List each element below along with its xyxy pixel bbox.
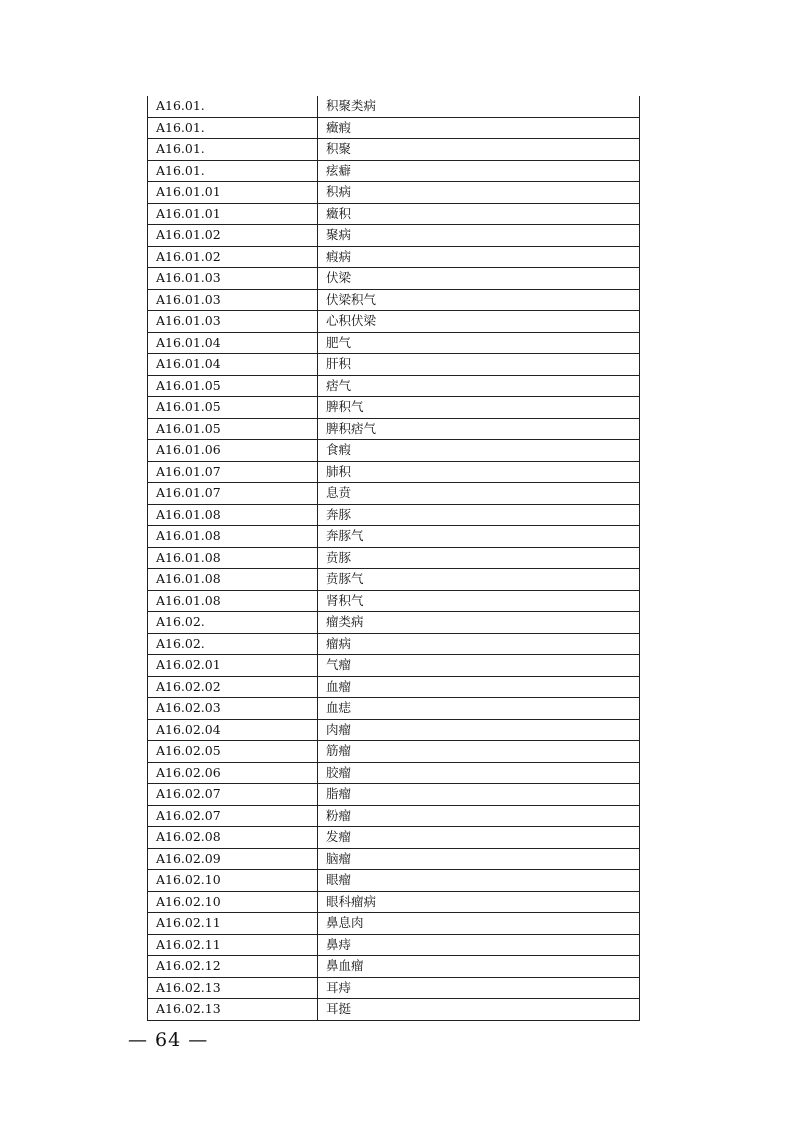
name-cell: 脾积痞气: [318, 418, 640, 440]
name-cell: 息贲: [318, 483, 640, 505]
code-cell: A16.02.07: [148, 805, 318, 827]
name-cell: 奔豚: [318, 504, 640, 526]
table-row: [148, 418, 640, 440]
code-cell: A16.01.03: [148, 268, 318, 290]
table-row: [148, 332, 640, 354]
table-row: [148, 848, 640, 870]
table-row: [148, 547, 640, 569]
code-cell: A16.02.13: [148, 999, 318, 1021]
code-cell: A16.01.08: [148, 504, 318, 526]
name-cell: 瘤病: [318, 633, 640, 655]
code-cell: A16.02.03: [148, 698, 318, 720]
name-cell: 痃癖: [318, 160, 640, 182]
name-cell: 积病: [318, 182, 640, 204]
table-row: [148, 676, 640, 698]
table-row: [148, 569, 640, 591]
table-row: [148, 117, 640, 139]
name-cell: 血痣: [318, 698, 640, 720]
name-cell: 肺积: [318, 461, 640, 483]
code-cell: A16.01.01: [148, 203, 318, 225]
name-cell: 胶瘤: [318, 762, 640, 784]
name-cell: 奔豚气: [318, 526, 640, 548]
table-row: [148, 182, 640, 204]
code-cell: A16.01.08: [148, 569, 318, 591]
page-number: — 64 —: [128, 1029, 209, 1051]
name-cell: 血瘤: [318, 676, 640, 698]
name-cell: 肉瘤: [318, 719, 640, 741]
code-cell: A16.01.: [148, 160, 318, 182]
table-row: [148, 440, 640, 462]
name-cell: 心积伏梁: [318, 311, 640, 333]
code-table: [147, 96, 640, 1021]
name-cell: 肝积: [318, 354, 640, 376]
code-cell: A16.02.07: [148, 784, 318, 806]
code-cell: A16.01.04: [148, 332, 318, 354]
name-cell: 瘕病: [318, 246, 640, 268]
name-cell: 鼻息肉: [318, 913, 640, 935]
table-row: [148, 719, 640, 741]
table-row: [148, 311, 640, 333]
code-cell: A16.02.01: [148, 655, 318, 677]
code-cell: A16.01.: [148, 117, 318, 139]
code-cell: A16.02.09: [148, 848, 318, 870]
code-cell: A16.02.02: [148, 676, 318, 698]
code-cell: A16.02.10: [148, 891, 318, 913]
name-cell: 鼻痔: [318, 934, 640, 956]
code-cell: A16.01.: [148, 139, 318, 161]
name-cell: 贲豚气: [318, 569, 640, 591]
name-cell: 积聚类病: [318, 96, 640, 117]
name-cell: 聚病: [318, 225, 640, 247]
table-row: [148, 504, 640, 526]
name-cell: 食瘕: [318, 440, 640, 462]
code-cell: A16.01.03: [148, 311, 318, 333]
code-cell: A16.01.05: [148, 418, 318, 440]
code-cell: A16.01.01: [148, 182, 318, 204]
table-row: [148, 289, 640, 311]
name-cell: 伏梁积气: [318, 289, 640, 311]
table-row: [148, 375, 640, 397]
table-row: [148, 139, 640, 161]
code-cell: A16.01.03: [148, 289, 318, 311]
code-cell: A16.01.08: [148, 590, 318, 612]
code-cell: A16.01.08: [148, 547, 318, 569]
table-row: [148, 977, 640, 999]
table-row: [148, 784, 640, 806]
code-cell: A16.01.02: [148, 246, 318, 268]
table-row: [148, 526, 640, 548]
name-cell: 癥积: [318, 203, 640, 225]
name-cell: 脾积气: [318, 397, 640, 419]
table-body: [148, 96, 640, 1020]
code-cell: A16.02.11: [148, 934, 318, 956]
code-cell: A16.01.05: [148, 375, 318, 397]
table-row: [148, 246, 640, 268]
table-row: [148, 999, 640, 1021]
table-row: [148, 805, 640, 827]
table-row: [148, 870, 640, 892]
code-cell: A16.01.: [148, 96, 318, 117]
code-cell: A16.01.07: [148, 483, 318, 505]
name-cell: 眼瘤: [318, 870, 640, 892]
name-cell: 气瘤: [318, 655, 640, 677]
name-cell: 脂瘤: [318, 784, 640, 806]
table-row: [148, 741, 640, 763]
table-row: [148, 354, 640, 376]
name-cell: 眼科瘤病: [318, 891, 640, 913]
code-cell: A16.02.13: [148, 977, 318, 999]
name-cell: 痞气: [318, 375, 640, 397]
code-cell: A16.01.06: [148, 440, 318, 462]
name-cell: 癥瘕: [318, 117, 640, 139]
code-cell: A16.02.11: [148, 913, 318, 935]
name-cell: 肥气: [318, 332, 640, 354]
code-cell: A16.02.08: [148, 827, 318, 849]
table-row: [148, 913, 640, 935]
name-cell: 伏梁: [318, 268, 640, 290]
table-row: [148, 827, 640, 849]
name-cell: 粉瘤: [318, 805, 640, 827]
table-row: [148, 160, 640, 182]
table-row: [148, 633, 640, 655]
name-cell: 鼻血瘤: [318, 956, 640, 978]
code-cell: A16.02.12: [148, 956, 318, 978]
code-cell: A16.02.: [148, 612, 318, 634]
name-cell: 肾积气: [318, 590, 640, 612]
table-row: [148, 483, 640, 505]
table-row: [148, 762, 640, 784]
name-cell: 瘤类病: [318, 612, 640, 634]
table-row: [148, 96, 640, 117]
name-cell: 积聚: [318, 139, 640, 161]
code-cell: A16.01.02: [148, 225, 318, 247]
code-cell: A16.01.04: [148, 354, 318, 376]
name-cell: 发瘤: [318, 827, 640, 849]
code-cell: A16.02.04: [148, 719, 318, 741]
code-cell: A16.02.05: [148, 741, 318, 763]
table-row: [148, 461, 640, 483]
name-cell: 筋瘤: [318, 741, 640, 763]
table-row: [148, 225, 640, 247]
code-cell: A16.02.: [148, 633, 318, 655]
code-cell: A16.02.06: [148, 762, 318, 784]
code-cell: A16.01.05: [148, 397, 318, 419]
table-row: [148, 891, 640, 913]
name-cell: 耳痔: [318, 977, 640, 999]
table-row: [148, 698, 640, 720]
name-cell: 耳挺: [318, 999, 640, 1021]
code-cell: A16.02.10: [148, 870, 318, 892]
table-row: [148, 612, 640, 634]
table-row: [148, 956, 640, 978]
table-row: [148, 397, 640, 419]
code-cell: A16.01.08: [148, 526, 318, 548]
table-row: [148, 203, 640, 225]
code-cell: A16.01.07: [148, 461, 318, 483]
table-row: [148, 934, 640, 956]
table-row: [148, 655, 640, 677]
table-row: [148, 590, 640, 612]
name-cell: 贲豚: [318, 547, 640, 569]
table-row: [148, 268, 640, 290]
name-cell: 脑瘤: [318, 848, 640, 870]
